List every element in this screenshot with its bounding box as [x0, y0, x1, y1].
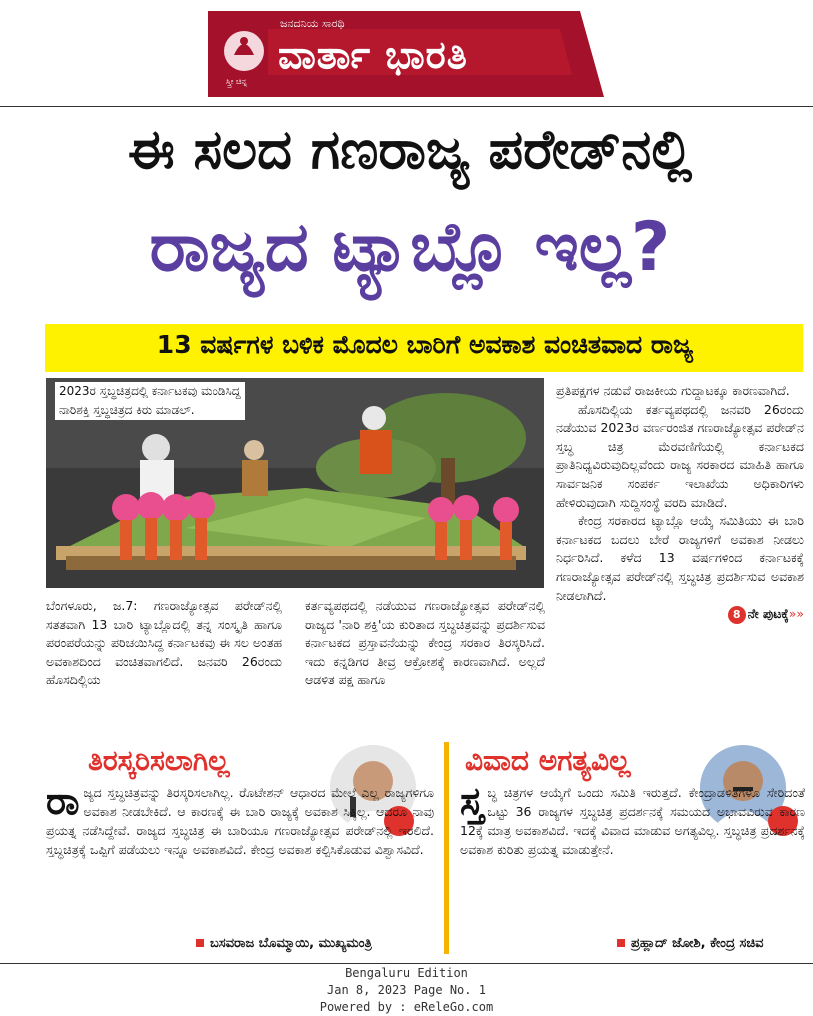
article-col1: ಬೆಂಗಳೂರು, ಜ.7: ಗಣರಾಜ್ಯೋತ್ಸವ ಪರೇಡ್‌ನಲ್ಲಿ ಸತತವಾಗಿ 13 ಬಾರಿ ಟ್ಯಾಬ್ಲೊದಲ್ಲಿ ತನ್ನ ಸಂಸ್ಕೃತಿ ಹಾಗೂ ಪರಂಪರೆಯನ್ನು ಪರಿಚಯಿಸಿದ್ದ ಕರ್ನಾಟಕವು ಈ ಸಲ ಅಂತಹ ಅವಕಾಶದಿಂದ ವಂಚಿತವಾಗಲಿದೆ. ಜನವರಿ 26ರಂದು ಹೊಸದಿಲ್ಲಿಯ [46, 598, 282, 688]
col3-para2: ಹೊಸದಿಲ್ಲಿಯ ಕರ್ತವ್ಯಪಥದಲ್ಲಿ ಜನವರಿ 26ರಂದು ನಡೆಯುವ 2023ರ ವರ್ಣರಂಜಿತ ಗಣರಾಜ್ಯೋತ್ಸವ ಪರೇಡ್‌ನ ಸ್ತಬ್ಧ ಚಿತ್ರ ಮೆರವಣಿಗೆಯಲ್ಲಿ ಕರ್ನಾಟಕದ ಪ್ರಾತಿನಿಧ್ಯವಿರುವುದಿಲ್ಲವೆಂದು ರಾಜ್ಯ ಸರಕಾರದ ಮಾಹಿತಿ ಹಾಗೂ ಸಾರ್ವಜನಿಕ ಸಂಪರ್ಕ ಇಲಾಖೆಯ ಅಧಿಕಾರಿಗಳು ಹೇಳಿರುವುದಾಗಿ ಸುದ್ದಿಸಂಸ್ಥೆ ವರದಿ ಮಾಡಿದೆ. [556, 401, 804, 510]
attribution-left-text: ಬಸವರಾಜ ಬೊಮ್ಮಾಯಿ, ಮುಖ್ಯಮಂತ್ರಿ [210, 936, 372, 951]
bottom-rule [0, 963, 813, 964]
headline-line2: ರಾಜ್ಯದ ಟ್ಯಾಬ್ಲೊ ಇಲ್ಲ? [149, 208, 671, 287]
article-col2: ಕರ್ತವ್ಯಪಥದಲ್ಲಿ ನಡೆಯುವ ಗಣರಾಜ್ಯೋತ್ಸವ ಪರೇಡ್‌ನಲ್ಲಿ ರಾಜ್ಯದ 'ನಾರಿ ಶಕ್ತಿ'ಯ ಕುರಿತಾದ ಸ್ತಬ್ಧಚಿತ್ರವನ್ನು ಪ್ರದರ್ಶಿಸುವ ಕರ್ನಾಟಕದ ಪ್ರಸ್ತಾವನೆಯನ್ನು ಕೇಂದ್ರ ಸರಕಾರ ತಿರಸ್ಕರಿಸಿದೆ. ಇದು ಕನ್ನಡಿಗರ ತೀವ್ರ ಆಕ್ರೋಶಕ್ಕೆ ಕಾರಣವಾಗಿದೆ. ಅಲ್ಲದೆ ಆಡಳಿತ ಪಕ್ಷ ಹಾಗೂ [305, 598, 545, 688]
col3-para3: ಕೇಂದ್ರ ಸರಕಾರದ ಟ್ಯಾಬ್ಲೊ ಆಯ್ಕೆ ಸಮಿತಿಯು ಈ ಬಾರಿ ಕರ್ನಾಟಕದ ಬದಲು ಬೇರೆ ರಾಜ್ಯಗಳಿಗೆ ಅವಕಾಶ ನೀಡಲು ನಿರ್ಧರಿಸಿದೆ. ಕಳೆದ 13 ವರ್ಷಗಳಿಂದ ಕರ್ನಾಟಕಕ್ಕೆ ಗಣರಾಜ್ಯೋತ್ಸವ ಪರೇಡ್‌ನಲ್ಲಿ ಸ್ತಬ್ಧಚಿತ್ರ ಪ್ರದರ್ಶಿಸುವ ಅವಕಾಶ ನೀಡಲಾಗಿದೆ. [556, 513, 804, 603]
article-col3 [556, 382, 804, 624]
box-divider [444, 742, 449, 954]
chevrons-right-icon: »» [788, 606, 804, 622]
photo-caption [55, 382, 245, 420]
dropcap: ರಾ [46, 779, 80, 823]
top-rule [0, 106, 813, 107]
square-bullet-icon [196, 939, 204, 947]
attribution-right [617, 936, 763, 951]
masthead-logo-text: ಸ್ತ್ರೀ ಚಿನ್ನ [226, 77, 247, 86]
footer-powered[interactable]: Powered by : eReleGo.com [319, 1000, 494, 1014]
box-right-quote [460, 779, 805, 859]
caption-line1: 2023ರ ಸ್ತಬ್ಧಚಿತ್ರದಲ್ಲಿ ಕರ್ನಾಟಕವು ಮಂಡಿಸಿದ್ದ [59, 384, 241, 398]
square-bullet-icon [617, 939, 625, 947]
attribution-right-text: ಪ್ರಹ್ಲಾದ್ ಜೋಶಿ, ಕೇಂದ್ರ ಸಚಿವ [631, 936, 764, 951]
attribution-left [196, 936, 372, 951]
masthead-title: ವಾರ್ತಾ ಭಾರತಿ [278, 33, 468, 77]
box-right-text: ಬ್ಧ ಚಿತ್ರಗಳ ಆಯ್ಕೆಗೆ ಒಂದು ಸಮಿತಿ ಇರುತ್ತದೆ. ಕೇಂದ್ರಾಡಳಿತಗಳೂ ಸೇರಿದಂತೆ ಒಟ್ಟು 36 ರಾಜ್ಯಗಳ ಸ್ತಬ್ಧಚಿತ್ರ ಪ್ರದರ್ಶನಕ್ಕೆ ಸಮಯದ ಅಭಾವವಿರುವ ಕಾರಣ 12ಕ್ಕೆ ಮಾತ್ರ ಅವಕಾಶವಿದೆ. ಇದಕ್ಕೆ ವಿವಾದ ಮಾಡುವ ಅಗತ್ಯವಿಲ್ಲ. ಸ್ತಬ್ಧಚಿತ್ರ ಪ್ರದರ್ಶನಕ್ಕೆ ಅವಕಾಶ ಕುರಿತು ಪ್ರಯತ್ನ ಮಾಡುತ್ತೇನೆ. [460, 785, 805, 857]
subhead: 13 ವರ್ಷಗಳ ಬಳಿಕ ಮೊದಲ ಬಾರಿಗೆ ಅವಕಾಶ ವಂಚಿತವಾದ ರಾಜ್ಯ [156, 330, 694, 359]
dropcap: ಸ್ತ [460, 779, 484, 823]
box-right-title: ವಿವಾದ ಅಗತ್ಯವಿಲ್ಲ [465, 744, 631, 777]
headline-line1: ಈ ಸಲದ ಗಣರಾಜ್ಯ ಪರೇಡ್‌ನಲ್ಲಿ [127, 118, 693, 181]
col3-para1: ಪ್ರತಿಪಕ್ಷಗಳ ನಡುವೆ ರಾಜಕೀಯ ಗುದ್ದಾಟಕ್ಕೂ ಕಾರಣವಾಗಿದೆ. [556, 383, 790, 398]
caption-line2: ನಾರಿಶಕ್ತಿ ಸ್ತಬ್ಧಚಿತ್ರದ ಕಿರು ಮಾಡಲ್. [59, 403, 195, 417]
continue-jump[interactable] [556, 605, 804, 624]
box-left-title: ತಿರಸ್ಕರಿಸಲಾಗಿಲ್ಲ [88, 744, 230, 777]
box-left-text: ಜ್ಯದ ಸ್ತಬ್ಧಚಿತ್ರವನ್ನು ತಿರಸ್ಕರಿಸಲಾಗಿಲ್ಲ. ರೊಟೇಶನ್ ಆಧಾರದ ಮೇಲೆ ಎಲ್ಲ ರಾಜ್ಯಗಳಿಗೂ ಅವಕಾಶ ನೀಡಬೇಕಿದೆ. ಆ ಕಾರಣಕ್ಕೆ ಈ ಬಾರಿ ರಾಜ್ಯಕ್ಕೆ ಅವಕಾಶ ಸಿಕ್ಕಿಲ್ಲ. ಆದರೂ ನಾವು ಪ್ರಯತ್ನ ನಡೆಸಿದ್ದೇವೆ. ರಾಜ್ಯದ ಸ್ತಬ್ಧಚಿತ್ರ ಈ ಬಾರಿಯೂ ಗಣರಾಜ್ಯೋತ್ಸವ ಪರೇಡ್‌ನಲ್ಲಿ ಇರಲಿದೆ. ಸ್ತಬ್ಧಚಿತ್ರಕ್ಕೆ ಒಪ್ಪಿಗೆ ಪಡೆಯಲು ಇನ್ನೂ ಅವಕಾಶವಿದೆ. ಕೇಂದ್ರ ಅವಕಾಶ ಕಲ್ಪಿಸಿಕೊಡುವ ವಿಶ್ವಾಸವಿದೆ. [46, 785, 434, 857]
masthead-logo [208, 11, 604, 97]
footer-date: Jan 8, 2023 Page No. 1 [327, 983, 486, 997]
box-left-quote [46, 779, 434, 859]
masthead-tagline: ಜನದನಿಯ ಸಾರಥಿ [280, 17, 345, 30]
jump-label: ನೇ ಪುಟಕ್ಕೆ [747, 606, 789, 622]
jump-page-number: 8 [728, 606, 746, 624]
footer-edition: Bengaluru Edition [345, 966, 468, 980]
